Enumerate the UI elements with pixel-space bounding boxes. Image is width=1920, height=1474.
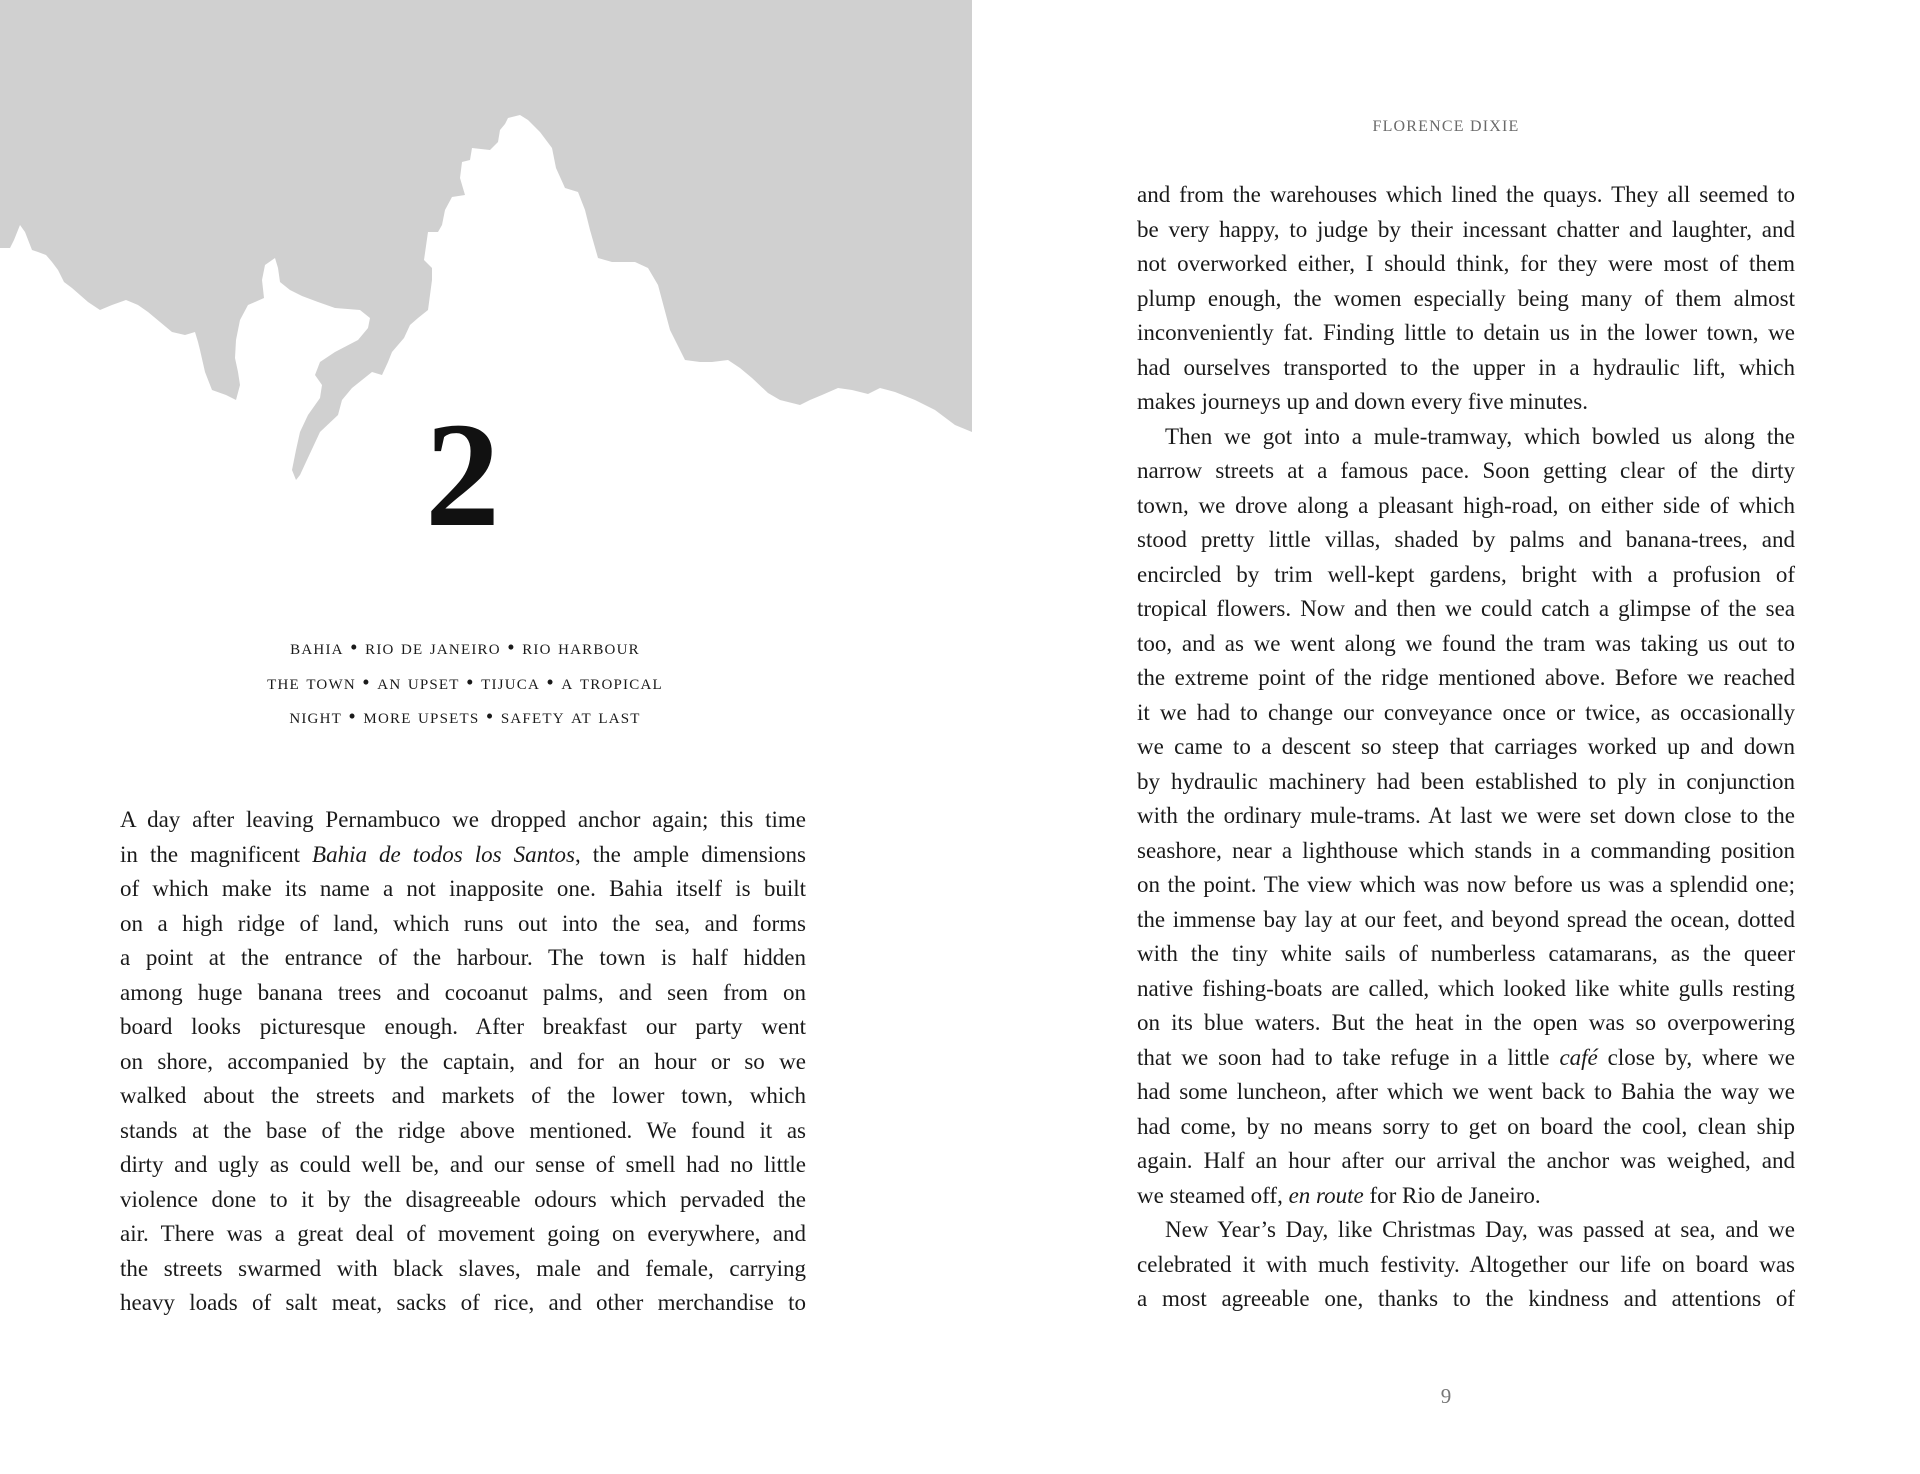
text-line (1137, 316, 1795, 351)
text-line (1137, 799, 1795, 834)
text-line-run: had some luncheon, after which we went back to Bahia the way we (1137, 1079, 1795, 1104)
text-line (120, 1079, 806, 1114)
running-head: FLORENCE DIXIE (1372, 118, 1520, 135)
text-line (1137, 765, 1795, 800)
text-line (120, 1252, 806, 1287)
right-page (972, 0, 1920, 1474)
text-line-run: the extreme point of the ridge mentioned above. Before we reached (1137, 665, 1795, 690)
text-line (1137, 834, 1795, 869)
text-line (120, 1148, 806, 1183)
text-line-run: board looks picturesque enough. After breakfast our party went (120, 1014, 806, 1039)
text-line (1137, 558, 1795, 593)
chapter-summary-line: night • more upsets • safety at last (289, 704, 641, 728)
text-line (120, 872, 806, 907)
text-line (1137, 282, 1795, 317)
text-line-run: close by, where we (1597, 1044, 1795, 1070)
text-line-run: we came to a descent so steep that carriages worked up and down (1137, 734, 1795, 759)
text-line (1137, 627, 1795, 662)
text-line-run: in the magnificent (120, 841, 313, 867)
text-line (1137, 420, 1795, 455)
text-line (1137, 730, 1795, 765)
text-line (120, 1045, 806, 1080)
text-line (1137, 1144, 1795, 1179)
text-line-run: air. There was a great deal of movement going on everywhere, and (120, 1221, 806, 1246)
text-line-run: had come, by no means sorry to get on board the cool, clean ship (1137, 1113, 1795, 1139)
text-line (1137, 1041, 1795, 1076)
text-line-run: plump enough, the women especially being many of them almost (1137, 285, 1795, 311)
italic-phrase: Bahia de todos los Santos (312, 841, 575, 867)
text-line-run: dirty and ugly as could well be, and our sense of smell had no little (120, 1152, 806, 1177)
text-line (120, 976, 806, 1011)
text-line-run: New Year’s Day, like Christmas Day, was passed at sea, and we (1165, 1217, 1795, 1242)
text-line (1137, 351, 1795, 386)
text-line-run: again. Half an hour after our arrival the anchor was weighed, and (1137, 1148, 1795, 1173)
text-line (1137, 1075, 1795, 1110)
text-line (1137, 247, 1795, 282)
text-line-run: and from the warehouses which lined the quays. They all seemed to (1137, 182, 1795, 207)
text-line (1137, 592, 1795, 627)
text-line-run: a point at the entrance of the harbour. The town is half hidden (120, 945, 806, 970)
text-line (1137, 972, 1795, 1007)
italic-phrase: en route (1288, 1182, 1364, 1208)
text-line (120, 1114, 806, 1149)
text-line (1137, 661, 1795, 696)
text-line (120, 803, 806, 838)
text-line-run: by hydraulic machinery had been established to ply in conjunction (1137, 768, 1795, 794)
text-line-run: violence done to it by the disagreeable odours which pervaded the (120, 1186, 806, 1212)
chapter-number: 2 (425, 392, 500, 558)
text-line (120, 838, 806, 873)
text-line-run: that we soon had to take refuge in a little (1137, 1044, 1560, 1070)
text-line (1137, 385, 1795, 420)
text-line-run: stands at the base of the ridge above mentioned. We found it as (120, 1117, 806, 1143)
text-line-run: seashore, near a lighthouse which stands in a commanding position (1137, 837, 1795, 863)
text-line (1137, 696, 1795, 731)
chapter-summary (120, 630, 810, 734)
text-line (1137, 903, 1795, 938)
text-line-run: heavy loads of salt meat, sacks of rice, and other merchandise to (120, 1290, 806, 1315)
text-line-run: too, and as we went along we found the tram was taking us out to (1137, 630, 1795, 656)
text-line-run: on shore, accompanied by the captain, and for an hour or so we (120, 1048, 806, 1074)
text-line (1137, 1006, 1795, 1041)
text-line (1137, 1282, 1795, 1317)
text-line-run: for Rio de Janeiro. (1363, 1182, 1541, 1208)
text-line (1137, 1179, 1795, 1214)
text-line-run: stood pretty little villas, shaded by palms and banana-trees, and (1137, 527, 1795, 552)
text-line-run: among huge banana trees and cocoanut palms, and seen from on (120, 979, 806, 1005)
text-line-run: makes journeys up and down every five minutes. (1137, 389, 1588, 414)
left-body-text (120, 803, 806, 1321)
text-line-run: with the tiny white sails of numberless catamarans, as the queer (1137, 941, 1795, 966)
text-line-run: on a high ridge of land, which runs out into the sea, and forms (120, 910, 806, 936)
text-line-run: the streets swarmed with black slaves, male and female, carrying (120, 1255, 806, 1281)
text-line-run: with the ordinary mule-trams. At last we were set down close to the (1137, 803, 1795, 828)
text-line (1137, 213, 1795, 248)
text-line (1137, 868, 1795, 903)
chapter-summary-line: bahia • rio de janeiro • rio harbour (290, 635, 640, 659)
text-line (120, 1183, 806, 1218)
text-line-run: the immense bay lay at our feet, and beyond spread the ocean, dotted (1137, 906, 1795, 932)
text-line (120, 907, 806, 942)
text-line-run: it we had to change our conveyance once or twice, as occasionally (1137, 699, 1795, 725)
text-line-run: encircled by trim well-kept gardens, bright with a profusion of (1137, 561, 1795, 587)
text-line-run: be very happy, to judge by their incessant chatter and laughter, and (1137, 216, 1795, 242)
text-line (120, 941, 806, 976)
text-line-run: we steamed off, (1137, 1182, 1289, 1208)
chapter-summary-line: the town • an upset • tijuca • a tropical (267, 669, 663, 694)
right-body-text (1137, 178, 1795, 1317)
text-line-run: had ourselves transported to the upper in a hydraulic lift, which (1137, 354, 1795, 380)
text-line-run: A day after leaving Pernambuco we dropped anchor again; this time (120, 807, 806, 832)
text-line (1137, 523, 1795, 558)
text-line-run: Then we got into a mule-tramway, which bowled us along the (1165, 423, 1795, 449)
text-line (1137, 178, 1795, 213)
text-line-run: celebrated it with much festivity. Altogether our life on board was (1137, 1251, 1795, 1277)
text-line-run: inconveniently fat. Finding little to detain us in the lower town, we (1137, 320, 1795, 345)
text-line-run: on the point. The view which was now before us was a splendid one; (1137, 872, 1795, 897)
text-line (1137, 1213, 1795, 1248)
text-line-run: on its blue waters. But the heat in the open was so overpowering (1137, 1010, 1795, 1035)
text-line (1137, 489, 1795, 524)
text-line (120, 1010, 806, 1045)
text-line-run: narrow streets at a famous pace. Soon getting clear of the dirty (1137, 458, 1795, 483)
text-line (1137, 937, 1795, 972)
text-line (1137, 1110, 1795, 1145)
italic-phrase: café (1559, 1044, 1598, 1070)
text-line-run: , the ample dimensions (574, 841, 806, 867)
text-line-run: a most agreeable one, thanks to the kindness and attentions of (1137, 1286, 1795, 1311)
text-line-run: not overworked either, I should think, for they were most of them (1137, 251, 1795, 276)
text-line-run: native fishing-boats are called, which looked like white gulls resting (1137, 975, 1795, 1001)
page-number: 9 (1440, 1384, 1452, 1408)
text-line (120, 1286, 806, 1321)
text-line (1137, 1248, 1795, 1283)
text-line-run: walked about the streets and markets of the lower town, which (120, 1083, 806, 1108)
text-line-run: town, we drove along a pleasant high-road, on either side of which (1137, 492, 1795, 518)
text-line-run: of which make its name a not inapposite one. Bahia itself is built (120, 876, 806, 901)
text-line-run: tropical flowers. Now and then we could catch a glimpse of the sea (1137, 596, 1795, 621)
text-line (1137, 454, 1795, 489)
text-line (120, 1217, 806, 1252)
